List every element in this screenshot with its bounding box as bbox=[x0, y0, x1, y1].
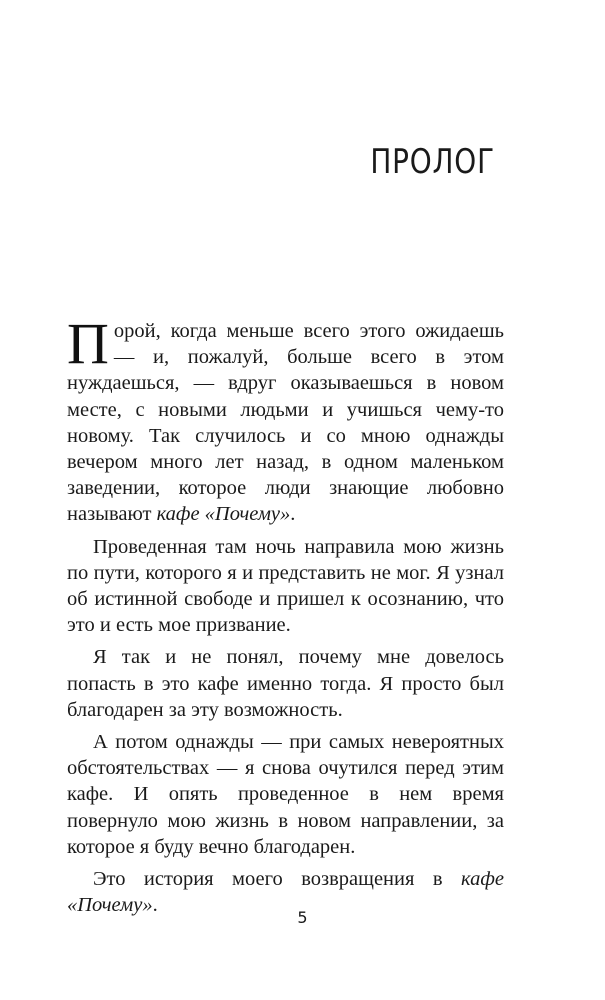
paragraph-5-text: Это история моего возвращения в bbox=[93, 868, 462, 891]
paragraph-1-emphasis: кафе «Почему» bbox=[156, 503, 291, 526]
drop-cap: П bbox=[67, 311, 109, 376]
paragraph-5-end: . bbox=[152, 894, 158, 917]
paragraph-3: Я так и не понял, почему мне довелось попасть в это кафе именно тогда. Я просто был благодарен за эту возможность. bbox=[67, 646, 504, 721]
paragraph-2: Проведенная там ночь направила мою жизнь по пути, которого я и представить не мог. Я узнал об истинной свободе и пришел к осознанию, что это и есть мое призвание. bbox=[67, 535, 504, 637]
body-text bbox=[67, 311, 504, 924]
paragraph-4: А потом однажды — при самых невероятных обстоятельствах — я снова очутился перед этим кафе. И опять проведенное в нем время повернуло мою жизнь в новом направлении, за которое я буду вечно благодарен. bbox=[67, 731, 504, 858]
page-number: 5 bbox=[297, 908, 308, 927]
paragraph-1-end: . bbox=[290, 503, 296, 526]
paragraph-5-emphasis: кафе «Почему» bbox=[67, 868, 504, 917]
paragraph-1-text: орой, когда меньше всего этого ожидаешь — и, пожалуй, больше всего в этом нуждаешься, — вдруг оказываешься в новом месте, с новыми людьми и учишься чему-то новому. Так случилось и со мною однажды вечером много лет назад, в одном маленьком заведении, которое люди знающие любовно называют bbox=[67, 320, 504, 526]
paragraph-1 bbox=[67, 311, 504, 528]
chapter-title: ПРОЛОГ bbox=[370, 142, 495, 182]
